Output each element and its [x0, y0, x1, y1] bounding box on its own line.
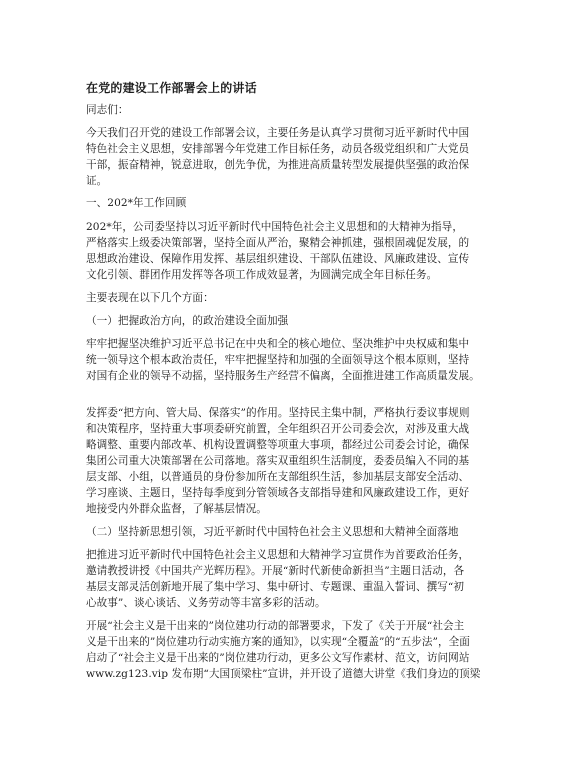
review-line: 严格落实上级委决策部署，坚持全面从严治，聚精会神抓建，强根固魂促发展，的: [86, 237, 470, 249]
body-line: 邀请教授讲授《中国共产光辉历程》。开展“新时代新使命新担当”主题日活动，各: [86, 565, 465, 577]
body-line: 对国有企业的领导不动摇，坚持服务生产经营不偏离，全面推进建工作高质量发展。: [86, 370, 480, 382]
body-line: 发挥委“把方向、管大局、保落实”的作用。坚持民主集中制，严格执行委议事规则: [86, 407, 470, 419]
body-line: 地接受内外群众监督，了解基层情况。: [86, 503, 267, 515]
body-line: 学习座谈、主题日，坚持每季度到分管领域各支部指导建和风廉政建设工作，更好: [86, 487, 470, 499]
aspects-intro: 主要表现在以下几个方面：: [86, 292, 214, 304]
review-line: 思想政治建设、保障作用发挥、基层组织建设、干部队伍建设、风廉政建设、宣传: [86, 253, 470, 265]
body-line: 统一领导这个根本政治责任，牢牢把握坚持和加强的全面领导这个根本原则，坚持: [86, 354, 470, 366]
intro-line: 特色社会主义思想，安排部署今年党建工作目标任务，动员各级党组织和广大党员: [86, 143, 470, 155]
body-line: 集团公司重大决策部署在公司落地。落实双重组织生活制度，委委员编入不同的基: [86, 455, 470, 467]
body-line: 牢牢把握坚决维护习近平总书记在中央和全的核心地位、坚决维护中央权威和集中: [86, 338, 470, 350]
body-line: 把推进习近平新时代中国特色社会主义思想和大精神学习宣贯作为首要政治任务，: [86, 549, 470, 561]
body-line: 和决策程序，坚持重大事项委研究前置，全年组织召开公司委会次，对涉及重大战: [86, 423, 470, 435]
document-title: 在党的建设工作部署会上的讲话: [86, 81, 257, 95]
intro-line: 证。: [86, 175, 108, 187]
subsection-heading-one: （一）把握政治方向，的政治建设全面加强: [86, 315, 289, 327]
body-line: 层支部、小组，以普通员的身份参加所在支部组织生活，参加基层支部安全活动、: [86, 471, 470, 483]
intro-line: 干部，振奋精神，锐意进取，创先争优，为推进高质量转型发展提供坚强的政治保: [86, 159, 470, 171]
body-line: 义是干出来的”岗位建功行动实施方案的通知》，以实现“全覆盖”的“五步法”，全面: [86, 636, 470, 648]
review-line: 文化引领、群团作用发挥等各项工作成效显著，为圆满完成全年目标任务。: [86, 269, 438, 281]
review-line: 202*年，公司委坚持以习近平新时代中国特色社会主义思想和的大精神为指导，: [86, 221, 463, 233]
subsection-heading-two: （二）坚持新思想引领，习近平新时代中国特色社会主义思想和大精神全面落地: [86, 526, 459, 538]
intro-line: 今天我们召开党的建设工作部署会议，主要任务是认真学习贯彻习近平新时代中国: [86, 127, 470, 139]
body-line: 启动了“社会主义是干出来的”岗位建功行动，更多公文写作素材、范文，访问网站: [86, 652, 470, 664]
body-line: 心故事”、谈心谈话、义务劳动等丰富多彩的活动。: [86, 597, 326, 609]
greeting: 同志们：: [86, 104, 129, 116]
body-line: 略调整、重要内部改革、机构设置调整等项重大事项，都经过公司委会讨论，确保: [86, 439, 470, 451]
section-heading-review: 一、202*年工作回顾: [86, 197, 187, 209]
body-line: 基层支部灵活创新地开展了集中学习、集中研讨、专题课、重温入誓词、撰写“初: [86, 581, 464, 593]
body-line: 开展“社会主义是干出来的”岗位建功行动的部署要求，下发了《关于开展“社会主: [86, 620, 465, 632]
body-line: www.zg123.vip 发布期“大国顶梁柱”宣讲，并开设了道德大讲堂《我们身边的顶梁: [86, 668, 481, 680]
